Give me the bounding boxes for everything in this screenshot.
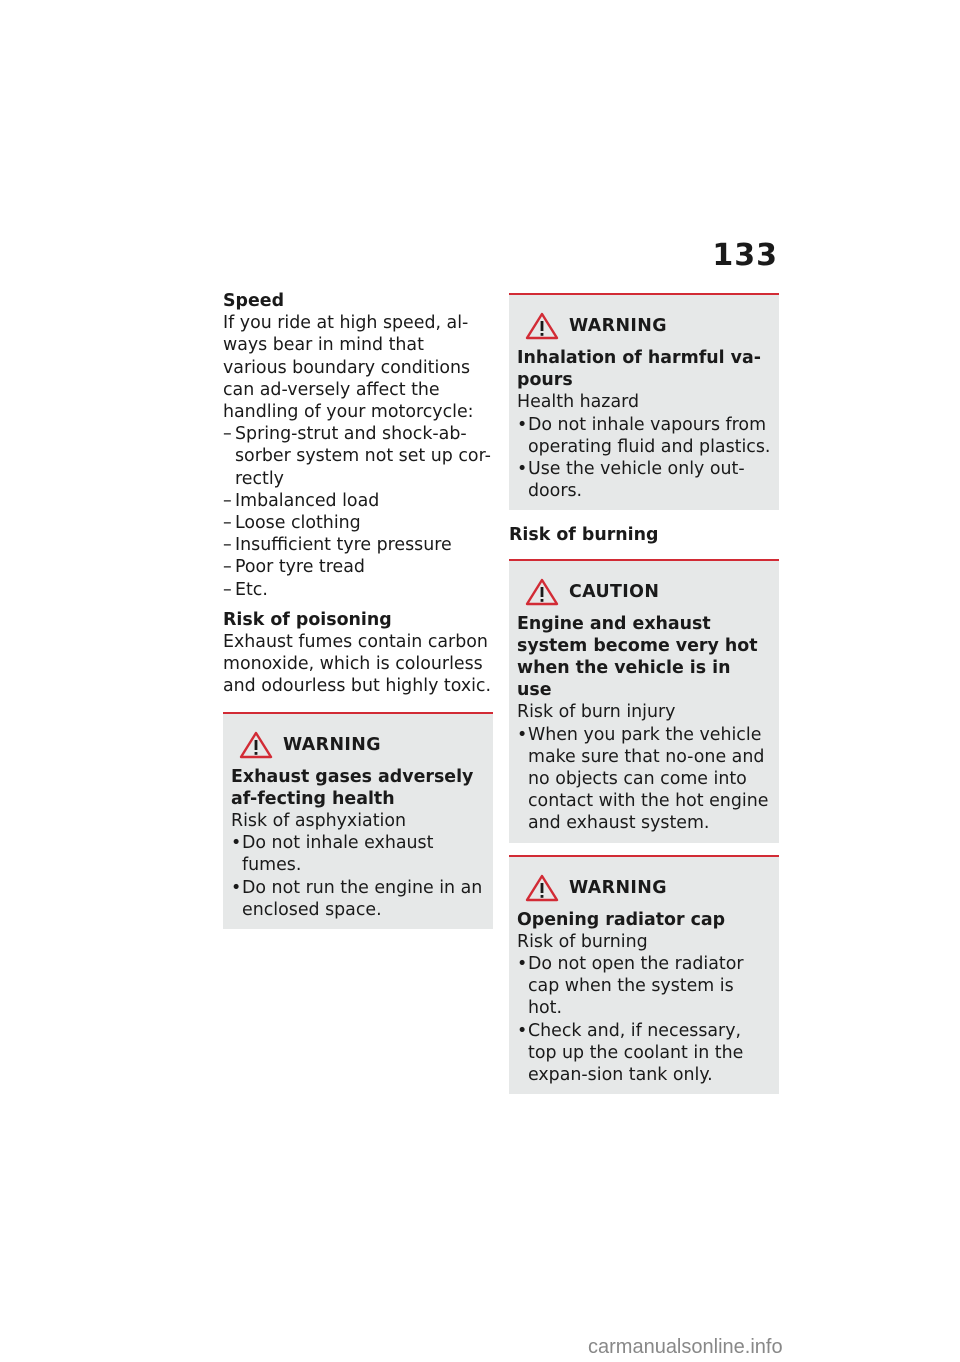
warning-label: WARNING xyxy=(569,877,667,898)
list-item: • Use the vehicle only out-doors. xyxy=(517,458,771,502)
list-item: – Spring-strut and shock-ab-sorber system not set up cor-rectly xyxy=(223,423,493,490)
caution-label: CAUTION xyxy=(569,581,660,602)
warning-actions-list xyxy=(517,414,771,503)
burning-heading: Risk of burning xyxy=(509,525,659,546)
poisoning-heading: Risk of poisoning xyxy=(223,609,392,630)
list-item: • Do not inhale vapours from operating fluid and plastics. xyxy=(517,414,771,458)
caution-header xyxy=(517,577,771,607)
warning-label: WARNING xyxy=(283,734,381,755)
speed-heading: Speed xyxy=(223,291,285,311)
warning-actions-list xyxy=(231,832,485,921)
page-number: 133 xyxy=(712,238,778,273)
right-column xyxy=(509,293,779,1094)
warning-hazard: Risk of asphyxiation xyxy=(231,811,407,832)
warning-triangle-icon xyxy=(525,312,559,340)
warning-header xyxy=(517,873,771,903)
warning-actions-list xyxy=(517,953,771,1086)
list-item: – Poor tyre tread xyxy=(223,556,493,578)
list-item: • Do not open the radiator cap when the system is hot. xyxy=(517,953,771,1020)
warning-box-radiator xyxy=(509,855,779,1095)
left-column xyxy=(223,290,493,929)
list-item: – Imbalanced load xyxy=(223,490,493,512)
poisoning-text: Exhaust fumes contain carbon monoxide, which is colourless and odourless but highly toxic. xyxy=(223,632,492,697)
warning-title: Inhalation of harmful va-pours xyxy=(517,348,761,391)
warning-box-vapours xyxy=(509,293,779,510)
list-item: • Do not run the engine in an enclosed space. xyxy=(231,877,485,921)
warning-box-exhaust xyxy=(223,712,493,929)
list-item: • Check and, if necessary, top up the coolant in the expan-sion tank only. xyxy=(517,1020,771,1087)
watermark-link[interactable]: carmanualsonline.info xyxy=(588,1336,783,1358)
warning-header xyxy=(517,311,771,341)
caution-hazard: Risk of burn injury xyxy=(517,702,676,723)
warning-triangle-icon xyxy=(239,731,273,759)
list-item: – Loose clothing xyxy=(223,512,493,534)
warning-title: Exhaust gases adversely af-fecting health xyxy=(231,766,474,809)
warning-triangle-icon xyxy=(525,874,559,902)
caution-actions-list xyxy=(517,724,771,835)
warning-title: Opening radiator cap xyxy=(517,909,726,930)
warning-triangle-icon xyxy=(525,578,559,606)
list-item: – Insufficient tyre pressure xyxy=(223,534,493,556)
list-item: • Do not inhale exhaust fumes. xyxy=(231,832,485,876)
speed-conditions-list xyxy=(223,423,493,601)
warning-header xyxy=(231,730,485,760)
warning-hazard: Health hazard xyxy=(517,392,639,413)
warning-label: WARNING xyxy=(569,315,667,336)
speed-text: If you ride at high speed, al-ways bear in mind that various boundary conditions can ad-versely affect the handling of your motorcycle: xyxy=(223,313,474,423)
caution-box-engine xyxy=(509,559,779,843)
list-item: – Etc. xyxy=(223,579,493,601)
caution-title: Engine and exhaust system become very hot when the vehicle is in use xyxy=(517,613,758,701)
warning-hazard: Risk of burning xyxy=(517,931,648,952)
list-item: • When you park the vehicle make sure that no-one and no objects can come into contact with the hot engine and exhaust system. xyxy=(517,724,771,835)
